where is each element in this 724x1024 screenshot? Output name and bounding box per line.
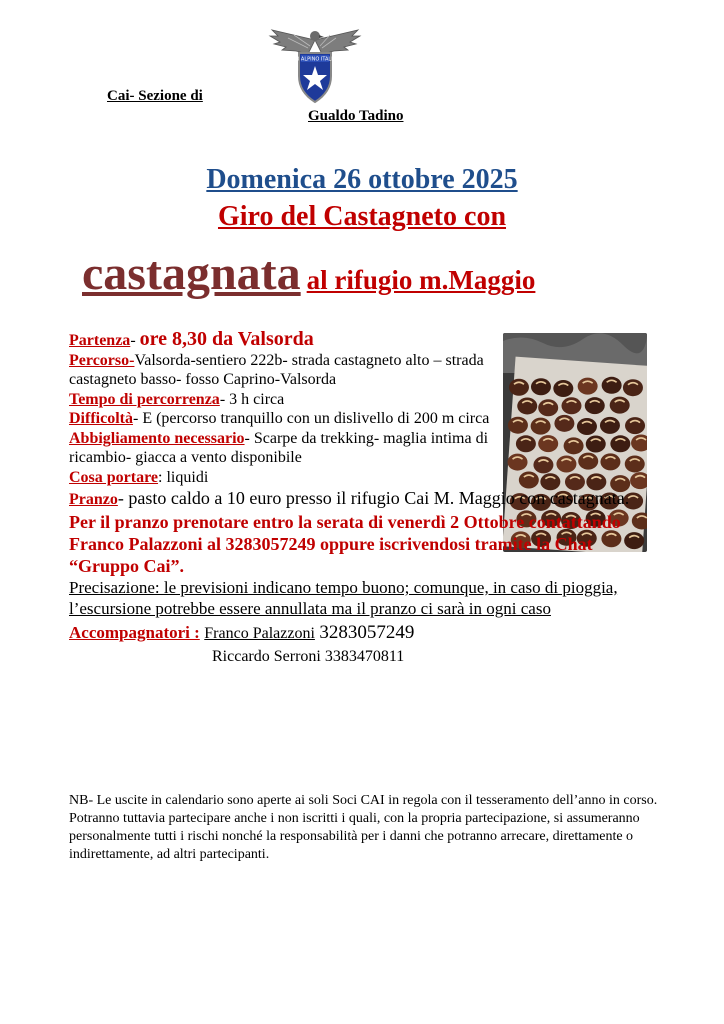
percorso-label: Percorso- [69,351,135,369]
cosa-portare-label: Cosa portare [69,468,159,486]
abbigliamento-label: Abbigliamento necessario [69,429,245,447]
event-subtitle [82,246,535,301]
event-details: Partenza- ore 8,30 da Valsorda Percorso-Valsorda-sentiero 222b- strada castagneto alto – strada castagneto basso- fosso Caprino-Valsorda Tempo di percorrenza- 3 h circa Difficoltà- E (percorso tranquillo con un dislivello di 200 m circa Abbigliamento necessario- Scarpe da trekking- maglia intima di ricambio- giacca a vento disponibile Cosa portare: liquidi Pranzo- pasto caldo a 10 euro presso il rifugio Cai M. Maggio con castagnata. Per il pranzo prenotare entro la serata di venerdì 2 Ottobre contattando Franco Palazzoni al 3283057249 oppure iscrivendosi tramite la Chat “Gruppo Cai”. Precisazione: le previsioni indicano tempo buono; comunque, in caso di pioggia, l’escursione potrebbe essere annullata ma il pranzo ci sarà in ogni caso Accompagnatori : Franco Palazzoni 3283057249 Riccardo Serroni 3383470811 [69,330,669,667]
partenza-label: Partenza [69,332,131,349]
pranzo-label: Pranzo [69,491,118,508]
guide1-name: Franco Palazzoni [204,625,315,642]
difficolta-value: - E (percorso tranquillo con un dislivello di 200 m circa [132,410,490,427]
tempo-value: - 3 h circa [219,390,285,408]
accompagnatori-label: Accompagnatori : [69,623,200,642]
castagnata-word: castagnata [82,247,301,300]
guide2: Riccardo Serroni 3383470811 [212,648,405,665]
percorso-value: Valsorda-sentiero 222b- strada castagneto alto – strada castagneto basso- fosso Caprino-Valsorda [69,351,484,388]
cai-logo [268,24,362,106]
pranzo-value: - pasto caldo a 10 euro presso il rifugio Cai M. Maggio con castagnata. [117,488,630,508]
precisazione-note: Precisazione: le previsioni indicano tempo buono; comunque, in caso di pioggia, l’escursione potrebbe essere annullata ma il pranzo ci sarà in ogni caso [69,578,618,618]
event-title: Giro del Castagneto con [217,201,507,232]
tempo-label: Tempo di percorrenza [69,390,220,408]
nb-disclaimer: NB- Le uscite in calendario sono aperte ai soli Soci CAI in regola con il tesseramento dell’anno in corso. Potranno tuttavia partecipare anche i non iscritti i quali, con la propria partecipazione, si assumeranno personalmente tutti i rischi nonché la responsabilità per i danni che potranno arrecare, direttamente o indirettamente, ad altri partecipanti. [69,793,658,862]
pranzo-booking: Per il pranzo prenotare entro la serata di venerdì 2 Ottobre contattando Franco Palazzoni al 3283057249 oppure iscrivendosi tramite la Chat “Gruppo Cai”. [69,512,621,576]
partenza-value: ore 8,30 da Valsorda [139,328,314,350]
rifugio-title: al rifugio m.Maggio [306,265,536,295]
event-date: Domenica 26 ottobre 2025 [206,164,518,195]
section-label: Cai- Sezione di [107,88,203,104]
logo-text: CLUB ALPINO ITALIANO [286,56,344,63]
cosa-portare-value: : liquidi [158,468,209,486]
cai-eagle-shield-icon [268,24,362,106]
guide1-phone: 3283057249 [319,622,415,643]
difficolta-label: Difficoltà [69,410,133,427]
section-city: Gualdo Tadino [308,108,404,124]
abbigliamento-value: - Scarpe da trekking- maglia intima di ricambio- giacca a vento disponibile [69,429,489,466]
